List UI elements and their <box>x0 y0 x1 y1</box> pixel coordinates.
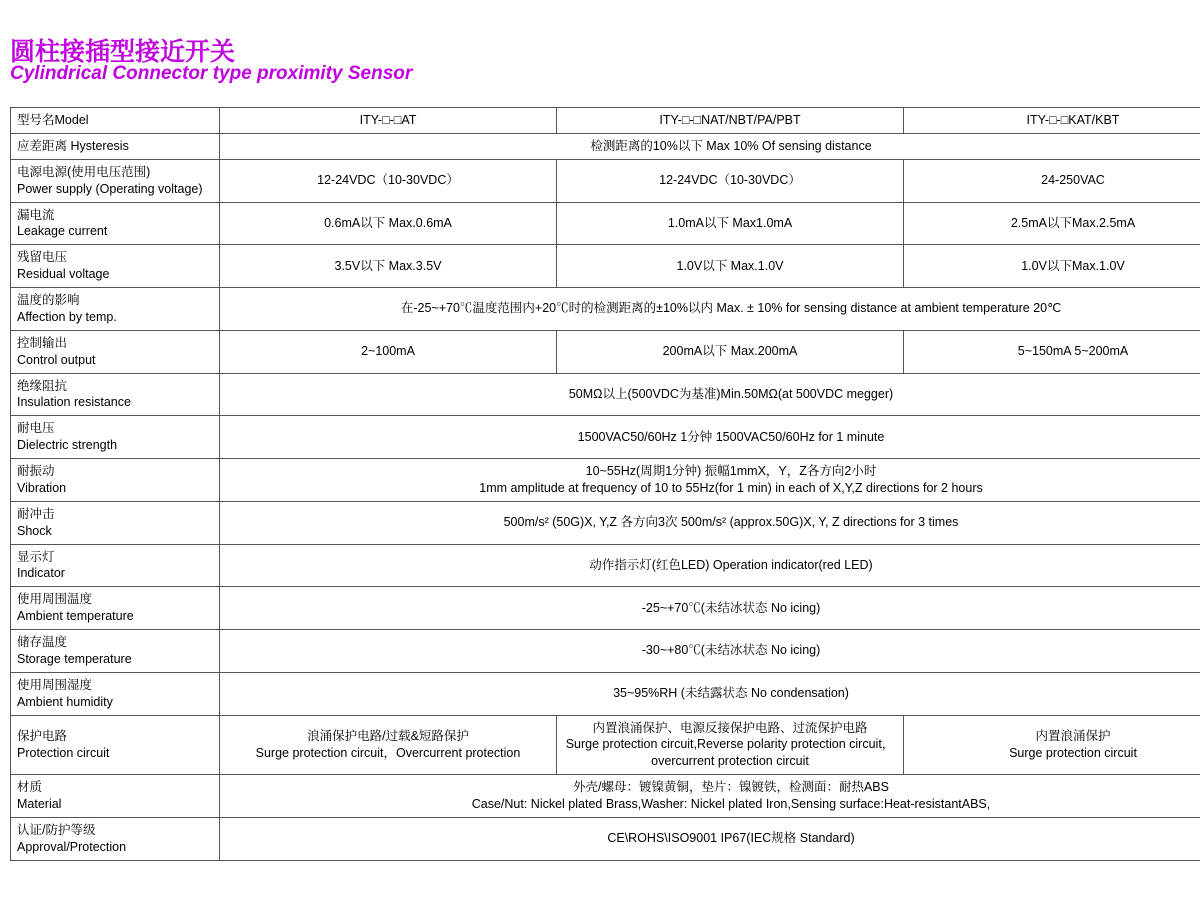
row-value <box>220 672 1200 715</box>
row-label-en: Shock <box>17 523 52 538</box>
row-value <box>220 159 557 202</box>
row-label-en: Residual voltage <box>17 267 110 282</box>
row-value <box>904 715 1200 775</box>
row-value <box>904 245 1200 288</box>
page-title-chinese: 圆柱接插型接近开关 <box>10 38 236 66</box>
value-line: 3.5V以下 Max.3.5V <box>334 258 442 273</box>
row-value <box>220 501 1200 544</box>
row-label <box>11 373 220 416</box>
table-row <box>11 459 1200 502</box>
row-label <box>11 715 220 775</box>
value-line: Surge protection circuit,Reverse polarity protection circuit， <box>565 737 895 752</box>
row-value <box>557 245 904 288</box>
value-line: 12-24VDC（10-30VDC） <box>317 173 459 188</box>
row-label-zh: 使用周围温度 <box>17 592 93 607</box>
row-value <box>220 715 557 775</box>
table-row <box>11 544 1200 587</box>
value-line: 5~150mA 5~200mA <box>1017 344 1129 359</box>
row-label <box>11 245 220 288</box>
value-line: 1.0mA以下 Max1.0mA <box>667 215 793 230</box>
row-value <box>904 108 1200 134</box>
table-row <box>11 330 1200 373</box>
row-label <box>11 416 220 459</box>
row-label-zh: 电源电源(使用电压范围) <box>17 164 151 179</box>
row-label-zh: 材质 <box>17 780 43 795</box>
row-label-en: Affection by temp. <box>17 309 117 324</box>
row-value <box>220 416 1200 459</box>
row-label-zh: 应差距离 Hysteresis <box>17 138 129 153</box>
value-line: 200mA以下 Max.200mA <box>662 344 798 359</box>
row-value <box>220 373 1200 416</box>
row-label-zh: 耐冲击 <box>17 506 55 521</box>
table-row <box>11 133 1200 159</box>
row-value <box>557 330 904 373</box>
row-label <box>11 630 220 673</box>
value-line: 1.0V以下Max.1.0V <box>1021 258 1125 273</box>
row-value <box>557 159 904 202</box>
row-label-en: Leakage current <box>17 224 108 239</box>
row-value <box>904 159 1200 202</box>
value-line: 内置浪涌保护 <box>1035 728 1111 743</box>
table-row <box>11 373 1200 416</box>
row-label-en: Power supply (Operating voltage) <box>17 181 203 196</box>
value-line: 浪涌保护电路/过载&短路保护 <box>307 728 469 743</box>
row-value <box>557 108 904 134</box>
table-row <box>11 416 1200 459</box>
table-row <box>11 672 1200 715</box>
value-line: ITY-□-□KAT/KBT <box>1026 113 1120 127</box>
value-line: CE\ROHS\ISO9001 IP67(IEC规格 Standard) <box>607 831 855 846</box>
row-label <box>11 330 220 373</box>
row-value <box>220 544 1200 587</box>
table-row <box>11 288 1200 331</box>
table-row <box>11 817 1200 860</box>
row-value <box>220 330 557 373</box>
value-line: Surge protection circuit，Overcurrent protection <box>255 745 521 760</box>
value-line: Surge protection circuit <box>1009 745 1137 760</box>
table-row <box>11 202 1200 245</box>
table-row <box>11 245 1200 288</box>
value-line: 检测距离的10%以下 Max 10% Of sensing distance <box>590 138 872 153</box>
row-label-zh: 储存温度 <box>17 635 68 649</box>
value-line: -25~+70℃(未结冰状态 No icing) <box>641 600 821 615</box>
value-line: 10~55Hz(周期1分钟) 振幅1mmX，Y，Z各方向2小时 <box>585 464 877 478</box>
row-value <box>220 133 1200 159</box>
value-line: ITY-□-□AT <box>359 113 417 127</box>
value-line: 1500VAC50/60Hz 1分钟 1500VAC50/60Hz for 1 minute <box>577 429 885 444</box>
row-value <box>220 108 557 134</box>
row-label-zh: 保护电路 <box>17 728 68 743</box>
value-line: 50MΩ以上(500VDC为基准)Min.50MΩ(at 500VDC megger) <box>568 386 894 401</box>
value-line: 2.5mA以下Max.2.5mA <box>1010 215 1136 230</box>
row-value <box>220 245 557 288</box>
row-label <box>11 159 220 202</box>
value-line: -30~+80℃(未结冰状态 No icing) <box>641 643 821 658</box>
page-title-english: Cylindrical Connector type proximity Sensor <box>10 63 413 84</box>
table-row <box>11 587 1200 630</box>
value-line: 12-24VDC（10-30VDC） <box>659 173 801 188</box>
table-row <box>11 159 1200 202</box>
specification-table <box>10 107 1200 861</box>
value-line: ITY-□-□NAT/NBT/PA/PBT <box>659 113 801 127</box>
value-line: 2~100mA <box>361 344 415 359</box>
row-label-en: Vibration <box>17 480 67 495</box>
row-label-zh: 绝缘阻抗 <box>17 378 68 393</box>
value-line: 0.6mA以下 Max.0.6mA <box>324 215 452 230</box>
row-value <box>557 202 904 245</box>
row-value <box>220 587 1200 630</box>
row-label-en: Dielectric strength <box>17 438 118 453</box>
value-line: overcurrent protection circuit <box>651 754 809 769</box>
row-label <box>11 587 220 630</box>
row-label-zh: 漏电流 <box>17 207 55 222</box>
row-label <box>11 288 220 331</box>
table-row <box>11 715 1200 775</box>
row-value <box>904 202 1200 245</box>
row-label <box>11 108 220 134</box>
row-label-en: Indicator <box>17 566 65 581</box>
row-value <box>220 630 1200 673</box>
value-line: 在-25~+70℃温度范围内+20℃时的检测距离的±10%以内 Max. ± 10% for sensing distance at ambient temperature 20℃ <box>400 301 1062 316</box>
row-label-zh: 显示灯 <box>17 549 55 564</box>
value-line: 1.0V以下 Max.1.0V <box>676 258 784 273</box>
row-label <box>11 672 220 715</box>
row-value <box>557 715 904 775</box>
value-line: 外壳/螺母：镀镍黄铜，垫片：镍镀铁，检测面：耐热ABS <box>573 780 889 795</box>
row-value <box>220 775 1200 818</box>
row-label-en: Material <box>17 797 62 811</box>
row-label-zh: 温度的影响 <box>17 293 80 307</box>
row-label <box>11 202 220 245</box>
row-label-en: Approval/Protection <box>17 839 127 854</box>
row-value <box>220 288 1200 331</box>
row-label <box>11 544 220 587</box>
row-value <box>220 817 1200 860</box>
row-label-en: Ambient temperature <box>17 609 134 624</box>
value-line: 24-250VAC <box>1041 173 1105 188</box>
row-label <box>11 459 220 502</box>
row-value <box>220 459 1200 502</box>
row-label <box>11 501 220 544</box>
row-label <box>11 817 220 860</box>
row-label-zh: 认证/防护等级 <box>17 822 96 837</box>
row-label-zh: 使用周围湿度 <box>17 677 93 692</box>
row-label-zh: 耐振动 <box>17 464 55 478</box>
row-label-en: Protection circuit <box>17 745 110 760</box>
row-label-en: Storage temperature <box>17 651 132 666</box>
row-label-en: Insulation resistance <box>17 395 131 410</box>
row-label-zh: 型号名Model <box>17 113 89 127</box>
row-label-zh: 残留电压 <box>17 250 68 265</box>
row-value <box>220 202 557 245</box>
table-row <box>11 630 1200 673</box>
value-line: 35~95%RH (未结露状态 No condensation) <box>613 686 849 701</box>
row-label-zh: 耐电压 <box>17 421 55 436</box>
value-line: 1mm amplitude at frequency of 10 to 55Hz(for 1 min) in each of X,Y,Z directions for 2 hours <box>479 480 983 495</box>
row-label-zh: 控制输出 <box>17 335 68 350</box>
table-row <box>11 775 1200 818</box>
value-line: Case/Nut: Nickel plated Brass,Washer: Nickel plated Iron,Sensing surface:Heat-resistantABS, <box>471 797 991 811</box>
row-label <box>11 133 220 159</box>
value-line: 动作指示灯(红色LED) Operation indicator(red LED) <box>589 557 873 572</box>
value-line: 内置浪涌保护、电源反接保护电路、过流保护电路 <box>592 720 868 735</box>
row-label-en: Control output <box>17 352 96 367</box>
row-value <box>904 330 1200 373</box>
table-row <box>11 108 1200 134</box>
table-row <box>11 501 1200 544</box>
value-line: 500m/s² (50G)X, Y,Z 各方向3次 500m/s² (approx.50G)X, Y, Z directions for 3 times <box>503 515 959 530</box>
row-label <box>11 775 220 818</box>
row-label-en: Ambient humidity <box>17 694 113 709</box>
table-body <box>11 108 1200 861</box>
